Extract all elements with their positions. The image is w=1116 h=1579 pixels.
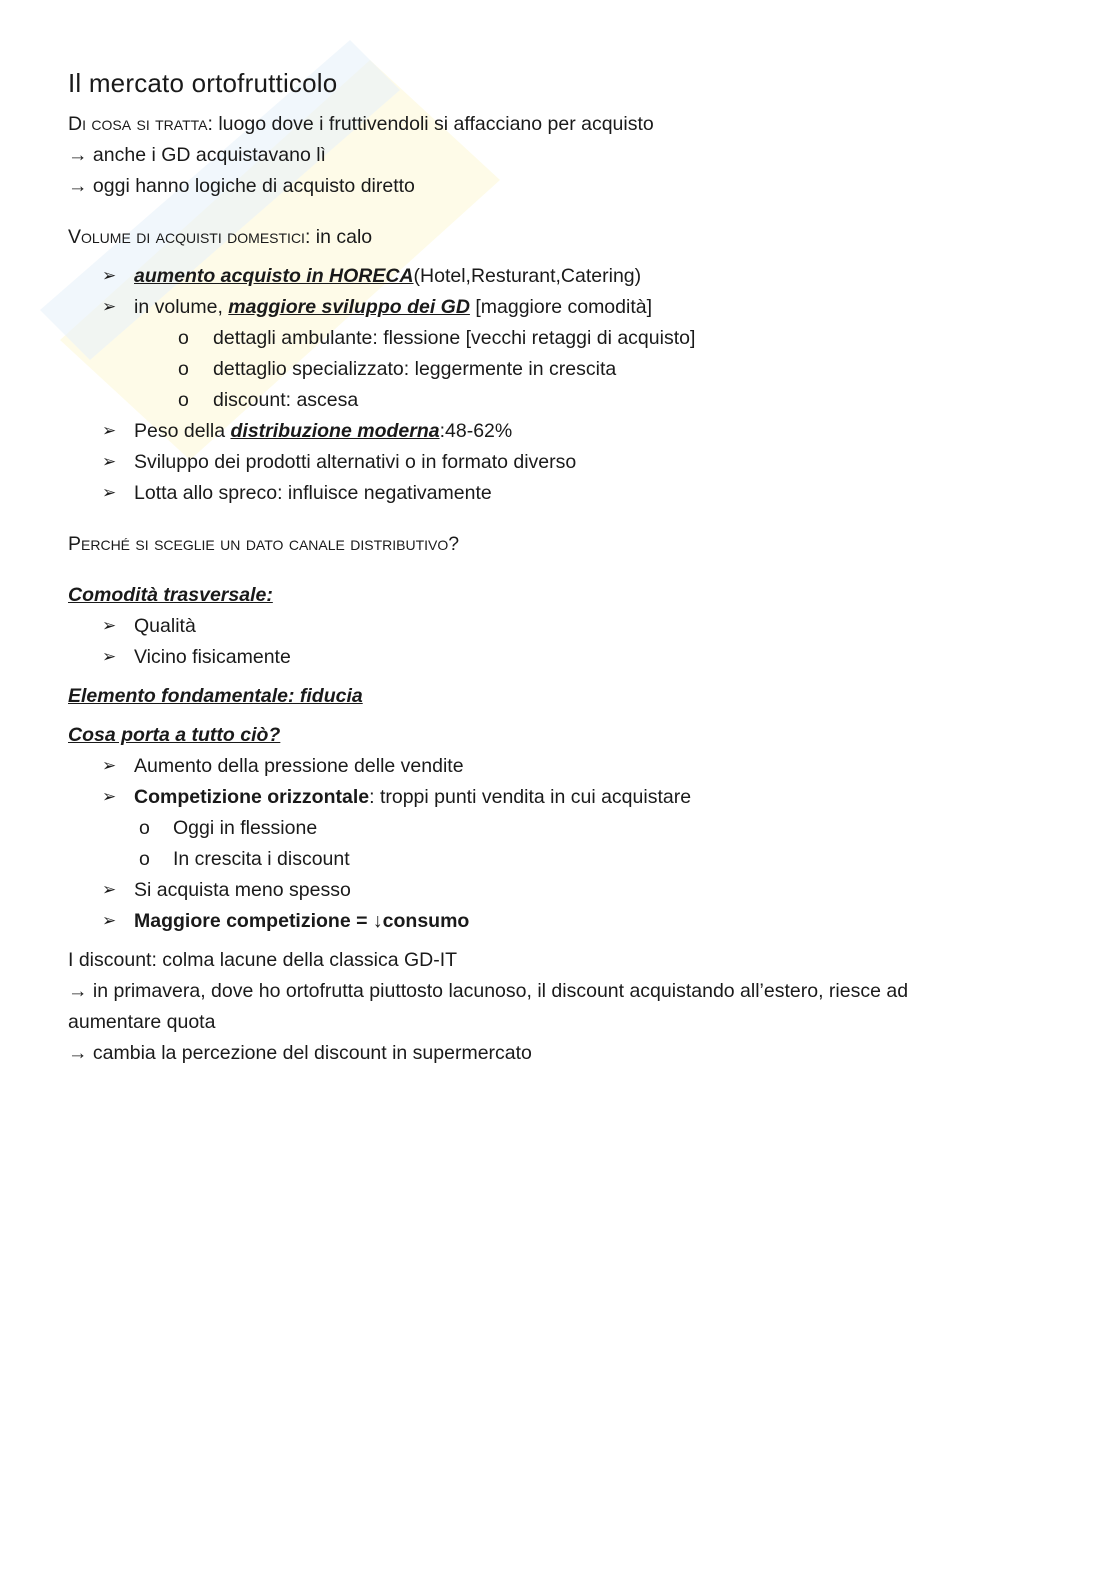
heading-channel-q: ? (448, 533, 460, 555)
page-title: Il mercato ortofrutticolo (68, 68, 338, 98)
sub-list-item: o discount: ascesa (68, 385, 1048, 416)
modern-emphasis: distribuzione moderna (230, 420, 440, 442)
volume-list-cont (68, 416, 1048, 509)
gd-prefix: in volume, (134, 296, 229, 318)
list-item: ➢ Lotta allo spreco: influisce negativamente (68, 478, 1048, 509)
subheading-comfort: Comodità trasversale: (68, 584, 273, 606)
causes-list-cont (68, 875, 1048, 937)
heading-channel: Perché si sceglie un dato canale distributivo (68, 533, 449, 555)
causes-sublist (68, 813, 1048, 875)
volume-sublist (68, 323, 1048, 416)
list-item (68, 292, 1048, 323)
list-item: ➢ Si acquista meno spesso (68, 875, 1048, 906)
what-is-it-text: luogo dove i fruttivendoli si affacciano per acquisto (212, 113, 654, 135)
list-item (68, 416, 1048, 447)
list-item (68, 261, 1048, 292)
causes-list (68, 751, 1048, 813)
modern-prefix: Peso della (134, 420, 231, 442)
discount-line-3: aumentare quota (68, 1011, 216, 1033)
heading-what-is-it: Di cosa si tratta: (68, 113, 213, 135)
volume-list (68, 261, 1048, 323)
subheading-trust: Elemento fondamentale: fiducia (68, 685, 363, 707)
section-volume (68, 222, 1048, 253)
sub-list-item: o dettagli ambulante: flessione [vecchi retaggi di acquisto] (68, 323, 1048, 354)
modern-detail: :48-62% (439, 420, 513, 442)
horeca-detail: (Hotel,Resturant,Catering) (413, 265, 642, 287)
section-what-is-it (68, 109, 1048, 140)
discount-line-4: → cambia la percezione del discount in supermercato (68, 1042, 532, 1064)
subheading-causes: Cosa porta a tutto ciò? (68, 724, 281, 746)
list-item: ➢ Sviluppo dei prodotti alternativi o in formato diverso (68, 447, 1048, 478)
gd-detail: [maggiore comodità] (469, 296, 653, 318)
sub-list-item: o Oggi in flessione (68, 813, 1048, 844)
list-item: ➢ Qualità (68, 611, 1048, 642)
horeca-emphasis: aumento acquisto in HORECA (134, 265, 414, 287)
discount-line-2: → in primavera, dove ho ortofrutta piuttosto lacunoso, il discount acquistando all’estero, riesce ad (68, 980, 909, 1002)
volume-text: : in calo (304, 226, 373, 248)
sub-list-item: o dettaglio specializzato: leggermente in crescita (68, 354, 1048, 385)
list-item: ➢ Maggiore competizione = ↓consumo (68, 906, 1048, 937)
list-item (68, 782, 1048, 813)
comfort-list (68, 611, 1048, 673)
list-item: ➢ Vicino fisicamente (68, 642, 1048, 673)
sub-list-item: o In crescita i discount (68, 844, 1048, 875)
competition-detail: : troppi punti vendita in cui acquistare (369, 786, 692, 808)
competition-bold: Competizione orizzontale (134, 786, 370, 808)
heading-volume: Volume di acquisti domestici (68, 226, 305, 248)
list-item: ➢ Aumento della pressione delle vendite (68, 751, 1048, 782)
discount-line-1: I discount: colma lacune della classica GD-IT (68, 949, 458, 971)
section-channel (68, 529, 1048, 560)
arrow-line-2: → oggi hanno logiche di acquisto diretto (68, 175, 415, 197)
gd-emphasis: maggiore sviluppo dei GD (228, 296, 470, 318)
arrow-line-1: → anche i GD acquistavano lì (68, 144, 326, 166)
